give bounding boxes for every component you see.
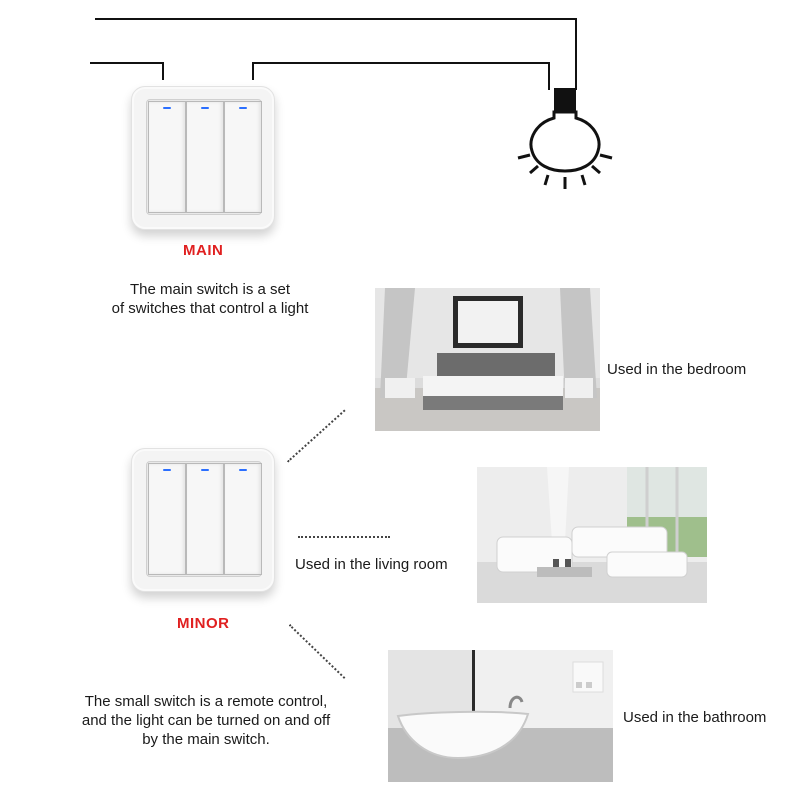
main-switch-description bbox=[80, 280, 340, 318]
use-bathroom-label: Used in the bathroom bbox=[623, 709, 767, 726]
led-indicator bbox=[201, 107, 209, 109]
connector-living-room bbox=[298, 536, 390, 538]
led-indicator bbox=[239, 107, 247, 109]
light-bulb-icon bbox=[510, 85, 620, 195]
main-switch bbox=[131, 86, 275, 230]
led-indicator bbox=[239, 469, 247, 471]
use-bedroom-label: Used in the bedroom bbox=[607, 361, 747, 378]
connector-bathroom bbox=[289, 624, 346, 679]
wire-mid-drop-left bbox=[252, 62, 254, 80]
led-indicator bbox=[201, 469, 209, 471]
wire-top bbox=[95, 18, 577, 20]
description-line: by the main switch. bbox=[142, 731, 270, 748]
main-rocker-3 bbox=[224, 101, 262, 213]
living-room-photo bbox=[477, 467, 707, 603]
description-line: and the light can be turned on and off bbox=[81, 712, 331, 729]
wire-mid bbox=[252, 62, 550, 64]
minor-rocker-1 bbox=[148, 463, 186, 575]
led-indicator bbox=[163, 107, 171, 109]
wire-left-drop bbox=[162, 62, 164, 80]
bathroom-photo bbox=[388, 650, 613, 782]
bedroom-photo bbox=[375, 288, 600, 431]
main-rocker-1 bbox=[148, 101, 186, 213]
led-indicator bbox=[163, 469, 171, 471]
main-rocker-2 bbox=[186, 101, 224, 213]
description-line: of switches that control a light bbox=[111, 300, 309, 317]
main-switch-face bbox=[146, 99, 262, 215]
wire-left bbox=[90, 62, 164, 64]
wire-right-drop bbox=[575, 18, 577, 90]
description-line: The main switch is a set bbox=[129, 281, 291, 298]
minor-switch bbox=[131, 448, 275, 592]
connector-bedroom bbox=[287, 409, 346, 462]
main-switch-label: MAIN bbox=[183, 242, 224, 259]
use-living-room-label: Used in the living room bbox=[295, 556, 448, 573]
minor-rocker-3 bbox=[224, 463, 262, 575]
minor-switch-label: MINOR bbox=[177, 615, 230, 632]
description-line: The small switch is a remote control, bbox=[84, 693, 328, 710]
minor-switch-face bbox=[146, 461, 262, 577]
minor-switch-description bbox=[45, 692, 367, 749]
minor-rocker-2 bbox=[186, 463, 224, 575]
